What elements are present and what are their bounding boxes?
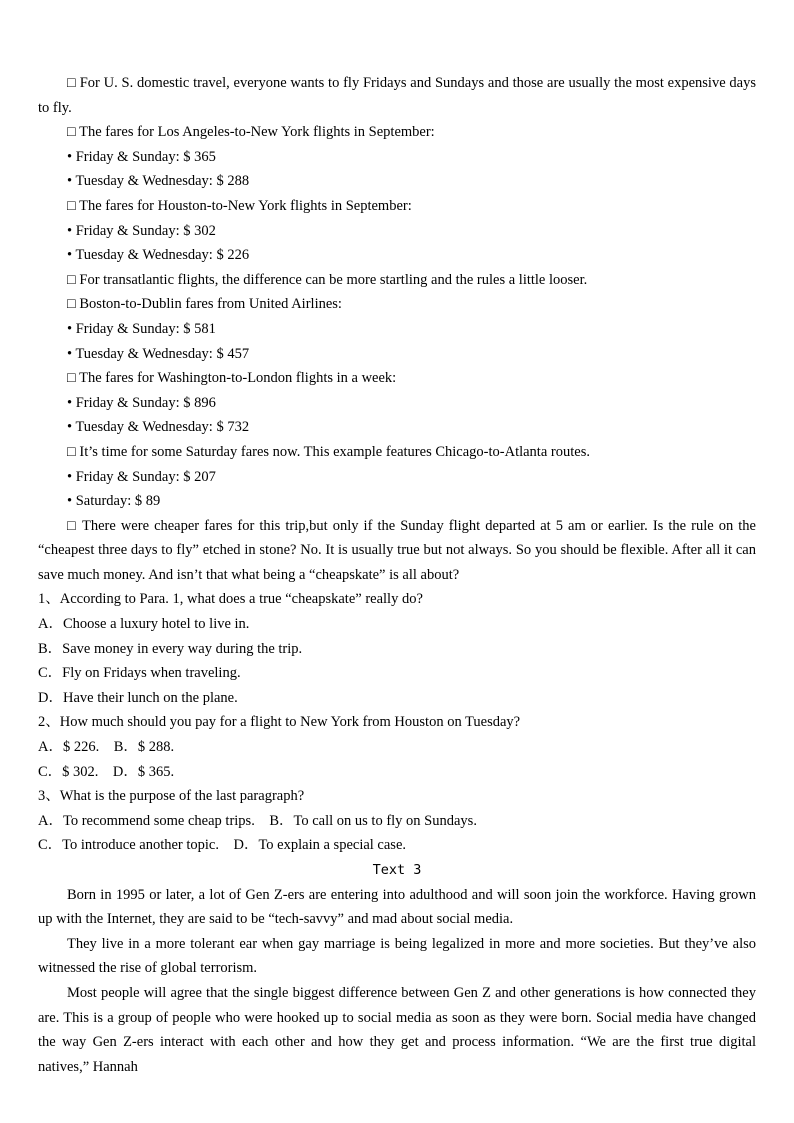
fare-bullet-item: • Tuesday & Wednesday: $ 457 (67, 345, 250, 362)
fare-bullet-item: • Friday & Sunday: $ 207 (67, 468, 216, 485)
body-paragraph: □ For transatlantic flights, the difference can be more startling and the rules a little looser. (67, 271, 588, 288)
question-2-options-cd: C．$ 302. D．$ 365. (38, 763, 175, 780)
question-1-option-b: B．Save money in every way during the trip. (38, 640, 303, 657)
body-paragraph: □ There were cheaper fares for this trip,but only if the Sunday flight departed at 5 am or earlier. Is the rule on the “cheapest three days to fly” etched in stone? No. It is usually true but not always. So you should be flexible. After all it can save much money. And isn’t that what being a “cheapskate” is all about? (38, 517, 756, 583)
fare-bullet-item: • Tuesday & Wednesday: $ 732 (67, 419, 250, 436)
question-2-options-ab: A．$ 226. B．$ 288. (38, 739, 175, 756)
fare-bullet-item: • Saturday: $ 89 (67, 493, 161, 510)
fare-bullet-item: • Friday & Sunday: $ 302 (67, 222, 216, 239)
body-paragraph: □ The fares for Houston-to-New York flights in September: (67, 197, 412, 214)
body-paragraph: □ The fares for Los Angeles-to-New York flights in September: (67, 124, 435, 141)
question-2: 2、How much should you pay for a flight to New York from Houston on Tuesday? (38, 714, 521, 731)
fare-bullet-item: • Friday & Sunday: $ 581 (67, 320, 216, 337)
fare-bullet-item: • Tuesday & Wednesday: $ 226 (67, 247, 250, 264)
body-paragraph: They live in a more tolerant ear when gay marriage is being legalized in more and more societies. But they’ve also witnessed the rise of global terrorism. (38, 935, 756, 977)
question-1-option-c: C．Fly on Fridays when traveling. (38, 665, 241, 682)
question-1-option-a: A．Choose a luxury hotel to live in. (38, 616, 250, 633)
body-paragraph: □ The fares for Washington-to-London flights in a week: (67, 370, 397, 387)
question-3: 3、What is the purpose of the last paragraph? (38, 788, 305, 805)
question-1: 1、According to Para. 1, what does a true “cheapskate” really do? (38, 591, 423, 608)
question-3-options-ab: A．To recommend some cheap trips. B．To call on us to fly on Sundays. (38, 812, 477, 829)
body-paragraph: □ Boston-to-Dublin fares from United Airlines: (67, 296, 342, 313)
fare-bullet-item: • Tuesday & Wednesday: $ 288 (67, 173, 250, 190)
body-paragraph: Most people will agree that the single biggest difference between Gen Z and other generations is how connected they are. This is a group of people who were hooked up to social media as soon as they were born. Social media have changed the way Gen Z-ers interact with each other and how they get and process information. “We are the first true digital natives,” Hannah (38, 984, 756, 1075)
body-paragraph: □ It’s time for some Saturday fares now. This example features Chicago-to-Atlanta routes. (67, 443, 590, 460)
body-paragraph: Born in 1995 or later, a lot of Gen Z-ers are entering into adulthood and will soon join the workforce. Having grown up with the Internet, they are said to be “tech-savvy” and mad about social media. (38, 886, 756, 928)
body-paragraph: □ For U. S. domestic travel, everyone wants to fly Fridays and Sundays and those are usually the most expensive days to fly. (38, 75, 756, 116)
fare-bullet-item: • Friday & Sunday: $ 896 (67, 394, 216, 411)
fare-bullet-item: • Friday & Sunday: $ 365 (67, 148, 216, 165)
question-3-options-cd: C．To introduce another topic. D．To explain a special case. (38, 837, 407, 854)
section-heading-text-3: Text 3 (372, 862, 422, 878)
question-1-option-d: D．Have their lunch on the plane. (38, 689, 238, 706)
